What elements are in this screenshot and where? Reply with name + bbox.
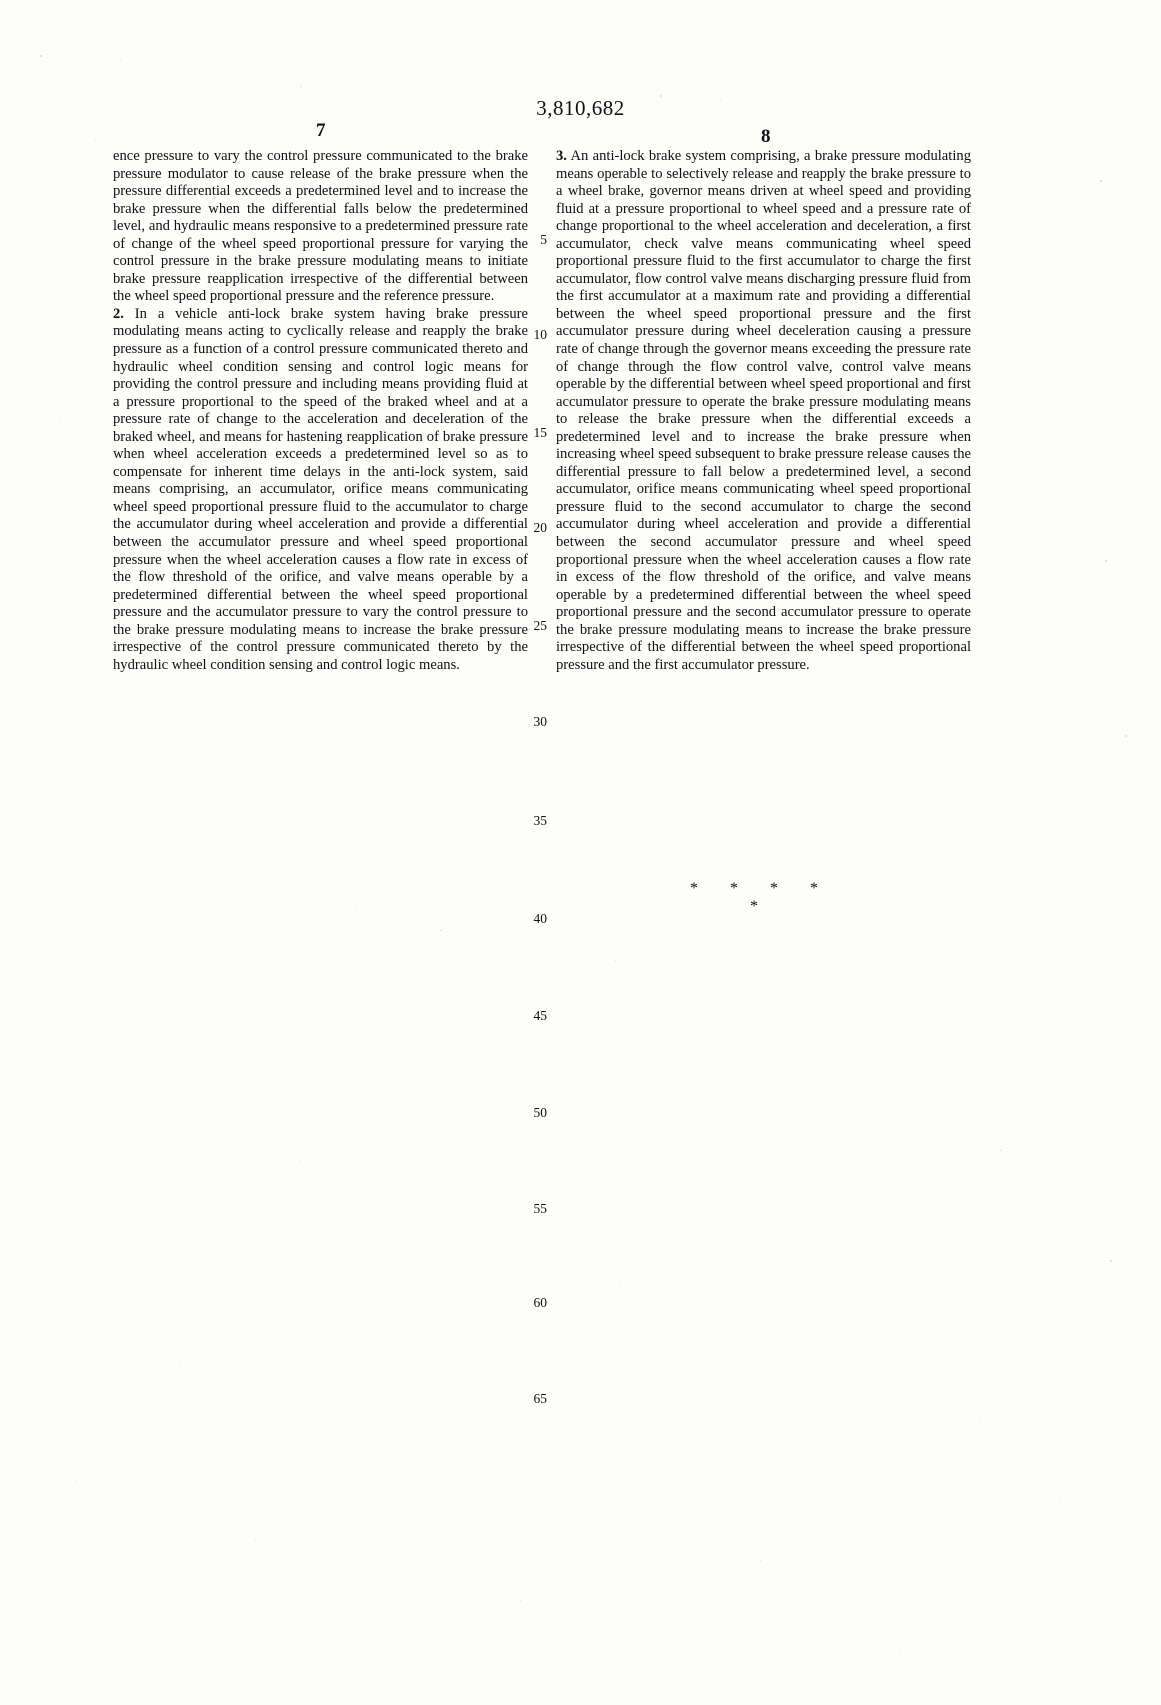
scan-speck — [1110, 1260, 1112, 1262]
scan-speck — [120, 60, 121, 61]
claim-3-body: An anti-lock brake system comprising, a brake pressure modulating means operable to selectively release and reapply the brake pressure to a wheel brake, governor means driven at wheel speed and providing fluid at a pressure proportional to wheel speed and a pressure rate of change proportional to the wheel acceleration and deceleration, a first accumulator, check valve means communicating wheel speed proportional pressure fluid to the first accumulator to charge the first accumulator, flow control valve means discharging pressure fluid from the first accumulator at a maximum rate and providing a differential between the wheel speed proportional pressure and the first accumulator pressure during wheel deceleration causing a pressure rate of change through the governor means exceeding the pressure rate of change through the flow control valve, control valve means operable by the differential between wheel speed proportional and first accumulator pressure to operate the brake pressure modulating means to release the brake pressure when the differential exceeds a predetermined level and to increase the brake pressure when increasing wheel speed subsequent to brake pressure release causes the differential pressure to fall below a predetermined level, a second accumulator, orifice means communicating wheel speed proportional pressure fluid to the second accumulator to charge the second accumulator during wheel acceleration and provide a differential between the second accumulator pressure and wheel speed proportional pressure when the wheel acceleration causes a flow rate in excess of the flow threshold of the orifice, and valve means operable by a predetermined differential between the wheel speed proportional pressure and the second accumulator pressure to operate the brake pressure modulating means to increase the brake pressure irrespective of the differential between the wheel speed proportional pressure and the first accumulator pressure. — [556, 148, 971, 673]
scan-speck — [255, 1540, 256, 1541]
scan-speck — [75, 1480, 76, 1481]
scan-speck — [470, 1190, 471, 1191]
scan-speck — [1060, 1500, 1061, 1501]
claim-3-number: 3. — [556, 148, 567, 164]
scan-speck — [150, 1050, 151, 1051]
scan-speck — [660, 95, 662, 97]
scan-speck — [150, 1630, 151, 1631]
column-number-right: 8 — [761, 126, 771, 147]
scan-speck — [980, 1420, 981, 1421]
claim-2-number: 2. — [113, 305, 124, 322]
scan-speck — [45, 720, 46, 721]
scan-speck — [1125, 735, 1127, 737]
column-right-text — [556, 148, 971, 674]
patent-number: 3,810,682 — [536, 96, 625, 120]
scan-speck — [355, 905, 356, 906]
line-number: 45 — [533, 1008, 547, 1023]
scan-speck — [300, 86, 302, 87]
line-number: 20 — [533, 520, 547, 535]
claim-3 — [556, 148, 971, 674]
scan-speck — [720, 100, 721, 101]
line-number: 5 — [540, 232, 547, 247]
line-number: 25 — [533, 618, 547, 633]
scan-speck — [1000, 1150, 1002, 1151]
claim-2-body: In a vehicle anti-lock brake system having brake pressure modulating means acting to cyclically release and reapply the brake pressure as a function of a control pressure communicated thereto and hydraulic wheel condition sensing and control logic means for providing the control pressure and including means providing fluid at a pressure proportional to the speed of the braked wheel and at a pressure rate of change to the acceleration and deceleration of the braked wheel, and means for hastening reapplication of brake pressure when wheel acceleration exceeds a predetermined level so as to compensate for inherent time delays in the anti-lock system, said means comprising, an accumulator, orifice means communicating wheel speed proportional pressure fluid to the accumulator to charge the accumulator during wheel acceleration and provide a differential between the accumulator pressure and wheel speed proportional pressure when the wheel acceleration causes a flow rate in excess of the flow threshold of the orifice, and valve means operable by a predetermined differential between the wheel speed proportional pressure and the accumulator pressure to vary the control pressure to the brake pressure modulating means to increase the brake pressure irrespective of the control pressure communicated thereto by the hydraulic wheel condition sensing and control logic means. — [113, 305, 528, 673]
column-left-text — [113, 148, 528, 674]
scan-speck — [870, 1310, 871, 1311]
line-number: 50 — [533, 1105, 547, 1120]
line-number: 60 — [533, 1295, 547, 1310]
scan-speck — [905, 1030, 906, 1031]
line-number: 10 — [533, 327, 547, 342]
line-number: 65 — [533, 1391, 547, 1406]
scan-speck — [40, 55, 42, 57]
scan-speck — [300, 1160, 301, 1161]
paragraph-continuation: ence pressure to vary the control pressure communicated to the brake pressure modulator to cause release of the brake pressure when the pressure differential exceeds a predetermined level and to increase the brake pressure when the differential falls below the predetermined level, and hydraulic means responsive to a predetermined pressure rate of change of the wheel speed proportional pressure for varying the control pressure in the brake pressure modulating means to initiate brake pressure reapplication irrespective of the differential between the wheel speed proportional pressure and the reference pressure. — [113, 148, 528, 305]
column-number-left: 7 — [316, 120, 326, 141]
scan-speck — [620, 1285, 621, 1286]
scan-speck — [180, 1365, 181, 1366]
scan-speck — [1100, 180, 1102, 182]
scan-speck — [1090, 300, 1091, 301]
line-number: 40 — [533, 911, 547, 926]
line-number: 15 — [533, 425, 547, 440]
scan-speck — [615, 960, 616, 961]
scan-speck — [95, 140, 96, 141]
scan-speck — [50, 1240, 51, 1241]
line-number: 55 — [533, 1201, 547, 1216]
scan-speck — [630, 1385, 631, 1386]
claim-2 — [113, 306, 528, 674]
line-number: 35 — [533, 813, 547, 828]
scan-speck — [520, 1600, 521, 1601]
scan-speck — [900, 1650, 901, 1651]
scan-speck — [760, 1560, 761, 1561]
line-number: 30 — [533, 714, 547, 729]
scan-speck — [60, 420, 61, 421]
scan-speck — [440, 930, 442, 931]
scan-speck — [1105, 560, 1107, 562]
end-of-claims-marker: * * * * * — [690, 880, 832, 915]
scan-speck — [330, 1440, 331, 1441]
